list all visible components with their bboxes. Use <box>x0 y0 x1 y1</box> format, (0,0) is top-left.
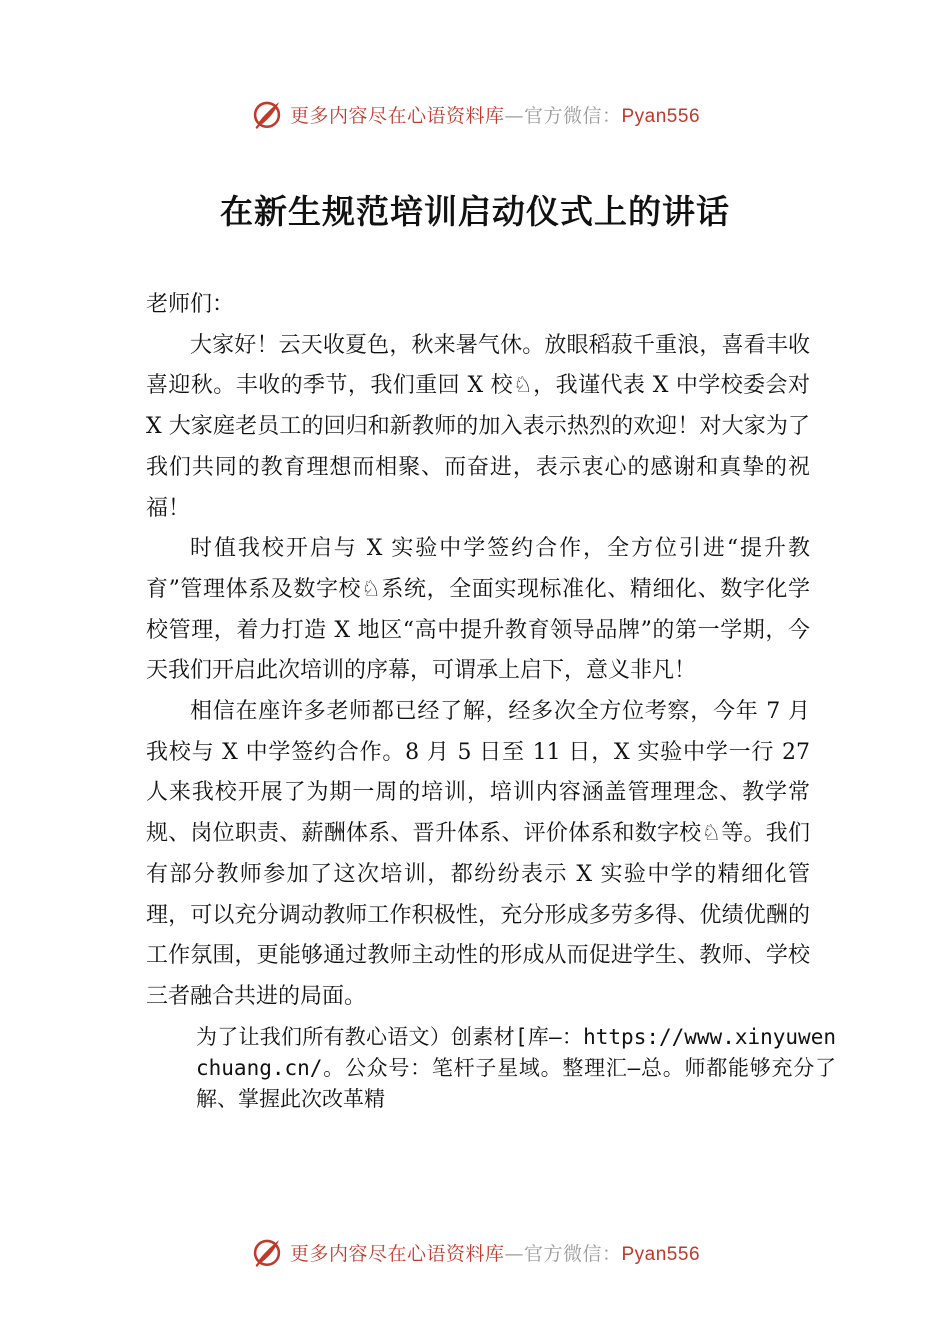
header-watermark <box>0 96 950 132</box>
watermark-site: 更多内容尽在心语资料库 <box>289 1242 505 1265</box>
page-title: 在新生规范培训启动仪式上的讲话 <box>220 192 730 231</box>
watermark-site: 更多内容尽在心语资料库 <box>289 104 505 127</box>
watermark-text <box>290 101 700 128</box>
document-body <box>146 285 836 1115</box>
greeting: 老师们： <box>146 292 235 317</box>
paragraph-4: 为了让我们所有教心语文）创素材[库—：https://www.xinyuwenchuang.cn/。公众号：笔杆子星域。整理汇—总。师都能够充分了解、掌握此次改革精 <box>196 1024 836 1111</box>
watermark-text <box>290 1239 700 1266</box>
paragraph-3: 相信在座许多老师都已经了解，经多次全方位考察，今年 7 月我校与 X 中学签约合作。8 月 5 日至 11 日，X 实验中学一行 27 人来我校开展了为期一周的培训，培训内容涵盖管理理念、教学常规、岗位职责、薪酬体系、晋升体系、评价体系和数字校♘等。我们有部分教师参加了这次培训，都纷纷表示 X 实验中学的精细化管理，可以充分调动教师工作积极性，充分形成多劳多得、优绩优酬的工作氛围，更能够通过教师主动性的形成从而促进学生、教师、学校三者融合共进的局面。 <box>146 699 810 1009</box>
watermark-wechat-id: Pyan556 <box>621 105 701 127</box>
watermark-wechat-id: Pyan556 <box>621 1243 701 1265</box>
paragraph-1: 大家好！云天收夏色，秋来暑气休。放眼稻菽千重浪，喜看丰收喜迎秋。丰收的季节，我们重回 X 校♘，我谨代表 X 中学校委会对 X 大家庭老员工的回归和新教师的加入表示热烈的欢迎！对大家为了我们共同的教育理想而相聚、而奋进，表示衷心的感谢和真挚的祝福！ <box>146 332 810 521</box>
watermark-separator: —官方微信： <box>504 1242 622 1265</box>
paragraph-2: 时值我校开启与 X 实验中学签约合作，全方位引进“提升教育”管理体系及数字校♘系统，全面实现标准化、精细化、数字化学校管理，着力打造 X 地区“高中提升教育领导品牌”的第一学期，今天我们开启此次培训的序幕，可谓承上启下，意义非凡！ <box>146 536 810 684</box>
watermark-separator: —官方微信： <box>504 104 622 127</box>
quill-logo-icon <box>250 1235 284 1269</box>
footer-watermark <box>0 1234 950 1270</box>
quill-logo-icon <box>250 97 284 131</box>
